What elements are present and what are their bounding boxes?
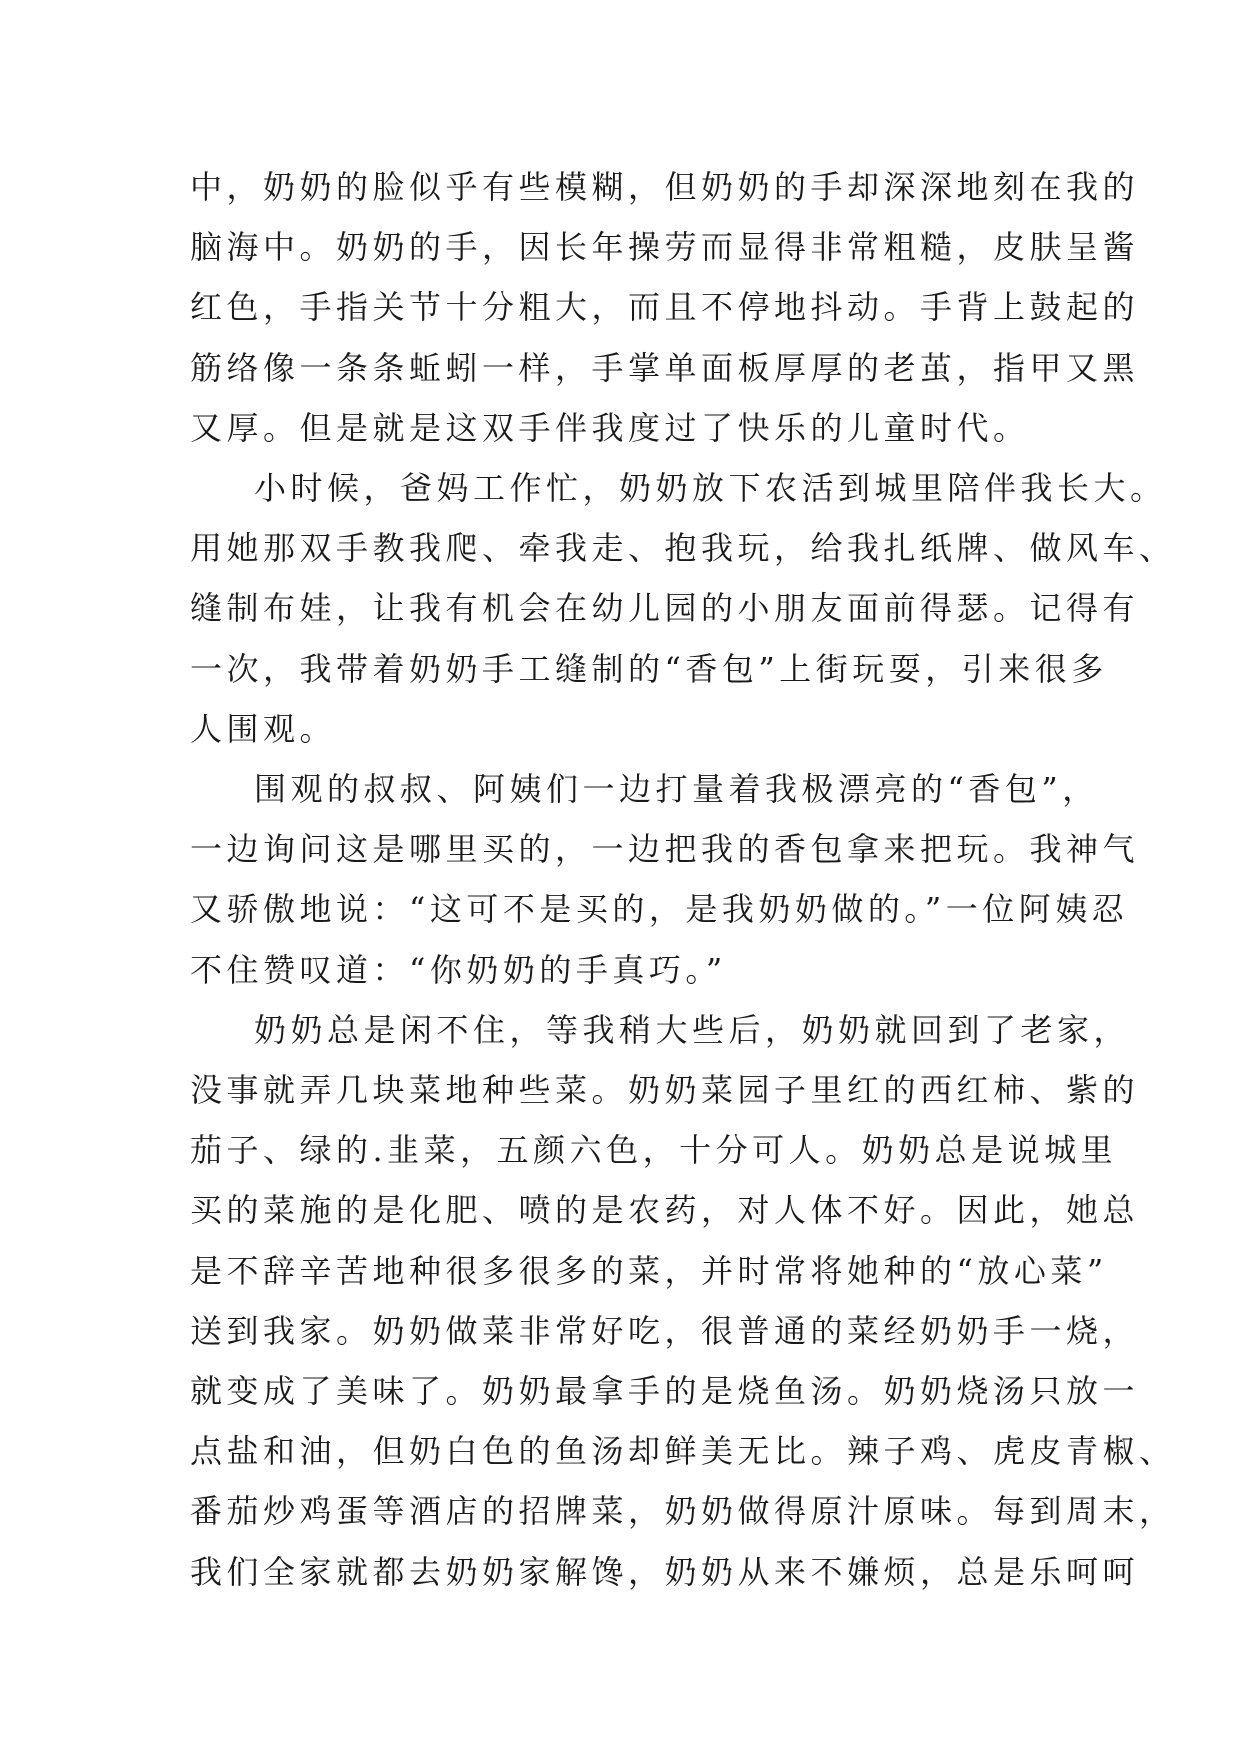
text-line: 缝制布娃，让我有机会在幼儿园的小朋友面前得瑟。记得有 xyxy=(190,589,1140,628)
text-line: 一次，我带着奶奶手工缝制的“香包”上街玩耍，引来很多 xyxy=(190,649,1108,688)
text-line: 不住赞叹道：“你奶奶的手真巧。” xyxy=(190,950,727,989)
text-line: 茄子、绿的.韭菜，五颜六色，十分可人。奶奶总是说城里 xyxy=(190,1131,1118,1170)
text-line: 番茄炒鸡蛋等酒店的招牌菜，奶奶做得原汁原味。每到周末， xyxy=(190,1492,1176,1531)
text-line: 没事就弄几块菜地种些菜。奶奶菜园子里红的西红柿、紫的 xyxy=(190,1071,1140,1110)
paragraph-2 xyxy=(190,458,1176,759)
paragraph-1 xyxy=(190,157,1140,458)
text-line: 又厚。但是就是这双手伴我度过了快乐的儿童时代。 xyxy=(190,408,1030,447)
text-line: 脑海中。奶奶的手，因长年操劳而显得非常粗糙，皮肤呈酱 xyxy=(190,228,1140,267)
text-line: 我们全家就都去奶奶家解馋，奶奶从来不嫌烦，总是乐呵呵 xyxy=(190,1552,1140,1591)
text-line: 买的菜施的是化肥、喷的是农药，对人体不好。因此，她总 xyxy=(190,1191,1140,1230)
text-line: 用她那双手教我爬、牵我走、抱我玩，给我扎纸牌、做风车、 xyxy=(190,529,1176,568)
body-text xyxy=(190,157,1176,1602)
text-line: 又骄傲地说：“这可不是买的，是我奶奶做的。”一位阿姨忍 xyxy=(190,890,1129,929)
text-line: 点盐和油，但奶白色的鱼汤却鲜美无比。辣子鸡、虎皮青椒、 xyxy=(190,1432,1176,1471)
text-line: 围观的叔叔、阿姨们一边打量着我极漂亮的“香包”， xyxy=(254,770,1099,809)
text-line: 人围观。 xyxy=(190,709,337,748)
text-line: 送到我家。奶奶做菜非常好吃，很普通的菜经奶奶手一烧， xyxy=(190,1311,1140,1350)
text-line: 筋络像一条条蚯蚓一样，手掌单面板厚厚的老茧，指甲又黑 xyxy=(190,348,1140,387)
text-line: 就变成了美味了。奶奶最拿手的是烧鱼汤。奶奶烧汤只放一 xyxy=(190,1372,1140,1411)
text-line: 小时候，爸妈工作忙，奶奶放下农活到城里陪伴我长大。 xyxy=(254,469,1167,508)
text-line: 红色，手指关节十分粗大，而且不停地抖动。手背上鼓起的 xyxy=(190,288,1140,327)
paragraph-3 xyxy=(190,759,1140,1000)
paragraph-4 xyxy=(190,1000,1176,1602)
text-line: 中，奶奶的脸似乎有些模糊，但奶奶的手却深深地刻在我的 xyxy=(190,168,1140,206)
text-line: 奶奶总是闲不住，等我稍大些后，奶奶就回到了老家， xyxy=(254,1010,1131,1049)
text-line: 是不辞辛苦地种很多很多的菜，并时常将她种的“放心菜” xyxy=(190,1251,1108,1290)
text-line: 一边询问这是哪里买的，一边把我的香包拿来把玩。我神气 xyxy=(190,830,1140,869)
